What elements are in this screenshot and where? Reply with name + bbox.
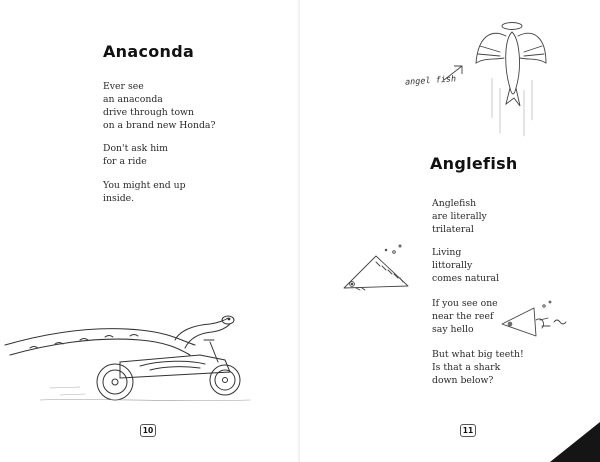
stanza-2	[432, 246, 499, 285]
snake-motorcycle-illustration	[0, 300, 290, 410]
poem-line: an anaconda	[103, 94, 163, 105]
poem-line: You might end up	[103, 180, 186, 191]
poem-line: inside.	[103, 193, 135, 204]
page-corner-shadow	[530, 422, 600, 462]
poem-line: for a ride	[103, 156, 147, 167]
poem-line: on a brand new Honda?	[103, 120, 216, 131]
poem-line: trilateral	[432, 224, 474, 235]
poem-line: drive through town	[103, 107, 195, 118]
poem-line: near the reef	[432, 311, 494, 322]
stanza-1	[103, 80, 215, 132]
stanza-2	[103, 142, 168, 168]
poem-line: say hello	[432, 324, 474, 335]
stanza-3	[103, 179, 186, 205]
poem-line: Living	[432, 247, 462, 258]
poem-title-anaconda: Anaconda	[103, 42, 195, 61]
page-number-right: 11	[460, 424, 476, 437]
right-page	[300, 0, 600, 462]
stanza-4	[432, 348, 524, 387]
stanza-1	[432, 197, 487, 236]
poem-line: But what big teeth!	[432, 349, 524, 360]
small-triangle-fish-illustration	[496, 300, 576, 340]
poem-line: littorally	[432, 260, 473, 271]
poem-line: Don't ask him	[103, 143, 168, 154]
poem-line: If you see one	[432, 298, 498, 309]
stanza-3	[432, 297, 498, 336]
poem-line: comes natural	[432, 273, 500, 284]
page-number-left: 10	[140, 424, 156, 437]
angel-fish-caption: angel fish	[404, 74, 457, 88]
poem-title-anglefish: Anglefish	[430, 154, 518, 173]
poem-line: Anglefish	[432, 198, 477, 209]
poem-line: Is that a shark	[432, 362, 501, 373]
poem-line: Ever see	[103, 81, 144, 92]
triangle-fish-illustration	[340, 240, 420, 300]
poem-line: are literally	[432, 211, 487, 222]
angel-fish-illustration	[470, 18, 550, 148]
poem-line: down below?	[432, 375, 494, 386]
